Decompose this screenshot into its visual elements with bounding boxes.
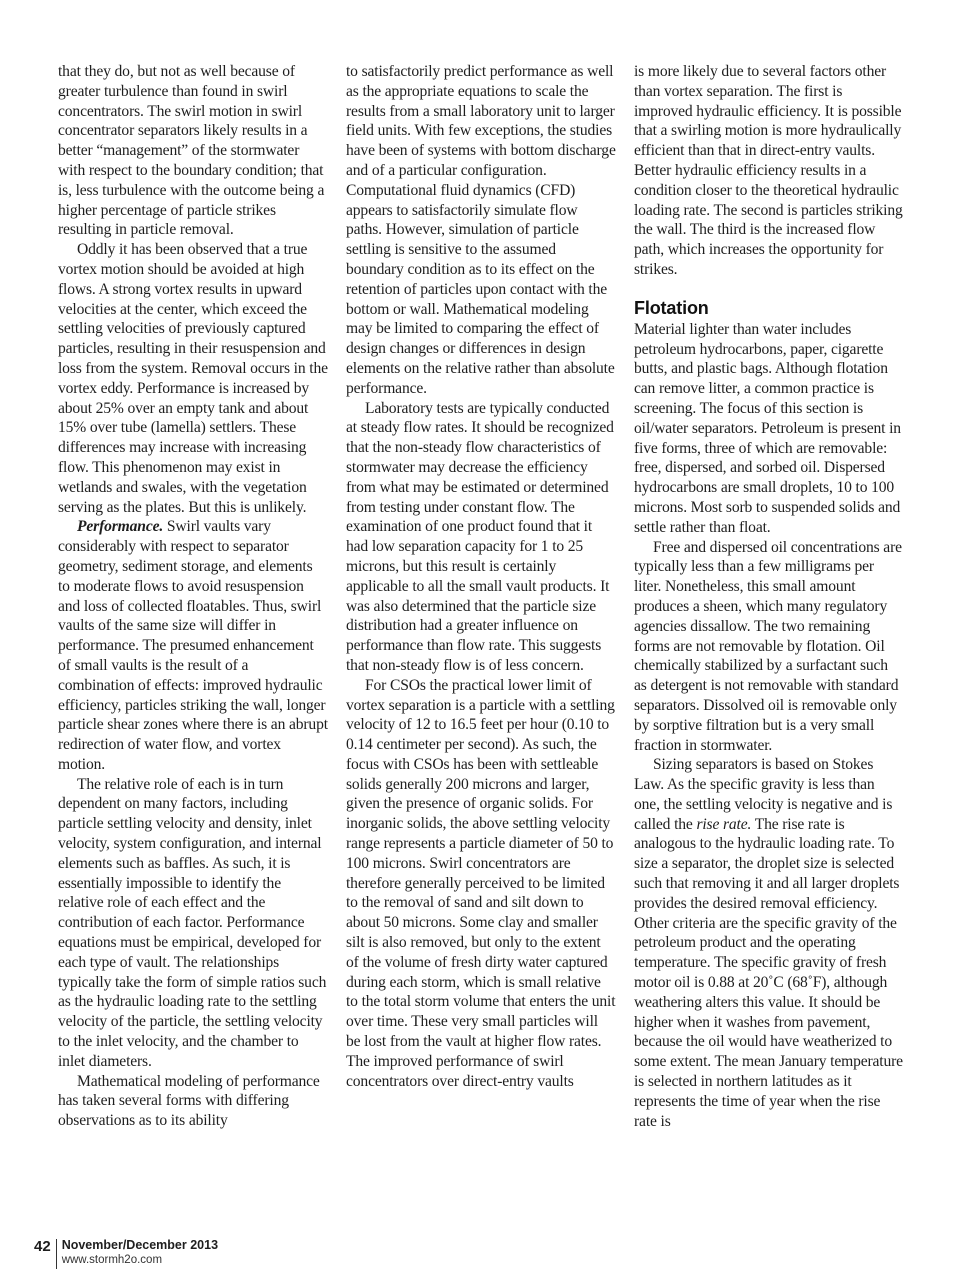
page-number: 42 (34, 1238, 51, 1255)
paragraph-laboratory-tests: Laboratory tests are typically conducted at steady flow rates. It should be recognized that the non-steady flow characteristics of stormwater may decrease the efficiency from what may be estimated or determined from testing under constant flow. The examination of one product found that it had low separation capacity for 1 to 25 microns, but this result is certainly applicable to all the small vault products. It was also determined that the particle size distribution had a greater influence on performance than flow rate. This suggests that non-steady flow is of less concern. (346, 399, 614, 674)
column-right (634, 62, 904, 1131)
issue-date: November/December 2013 (61, 1238, 219, 1252)
column-middle (346, 62, 616, 1091)
term-rise-rate: rise rate. (696, 815, 752, 833)
paragraph-free-dispersed-oil: Free and dispersed oil concentrations are typically less than a few milligrams per liter. Nonetheless, this small amount produces a sheen, which many regulatory agencies dissallow. The two remaining forms are not removable by flotation. Oil chemically stabilized by a surfactant such as detergent is not removable with standard separators. Dissolved oil is removable only by sorptive filtration but is a very small fraction in stormwater. (634, 538, 902, 754)
paragraph-relative-role: The relative role of each is in turn dependent on many factors, including particle settling velocity and density, inlet velocity, system configuration, and internal elements such as baffles. As such, it is essentially impossible to identify the relative role of each effect and the contribution of each factor. Performance equations must be empirical, developed for each type of vault. The relationships typically take the form of simple ratios such as the hydraulic loading rate to the settling velocity of the particle, the settling velocity to the inlet velocity, and the chamber to inlet diameters. (58, 775, 327, 1070)
paragraph-predict-performance: to satisfactorily predict performance as well as the appropriate equations to scale the results from a small laboratory unit to larger field units. With few exceptions, the studies have been of systems with bottom discharge and of a particular configuration. Computational fluid dynamics (CFD) appears to satisfactorily simulate flow paths. However, simulation of particle settling is sensitive to the assumed boundary condition as to its effect on the retention of particles upon contact with the bottom or wall. Mathematical modeling may be limited to comparing the effect of design changes or differences in design elements on the relative rather than absolute performance. (346, 63, 616, 397)
paragraph-material-lighter: Material lighter than water includes petroleum hydrocarbons, paper, cigarette butts, and plastic bags. Although flotation can remove litter, a common practice is screening. The focus of this section is oil/water separators. Petroleum is present in five forms, three of which are removable: free, dispersed, and sorbed oil. Dispersed hydrocarbons are small droplets, 10 to 100 microns. Most sorb to suspended solids and settle rather than float. (634, 320, 901, 536)
column-left (58, 62, 328, 1131)
website-link[interactable]: www.stormh2o.com (61, 1254, 163, 1266)
paragraph-vortex-motion: Oddly it has been observed that a true vortex motion should be avoided at high flows. A strong vortex results in upward velocities at the center, which exceed the settling velocities of previously captured particles, resulting in their resuspension and loss from the system. Removal occurs in the vortex eddy. Performance is increased by about 25% over an empty tank and about 15% over tube (lamella) settlers. These differences may increase with increasing flow. This phenomenon may exist in wetlands and swales, with the vegetation serving as the plates. But this is unlikely. (58, 241, 328, 516)
paragraph-mathematical-modeling: Mathematical modeling of performance has taken several forms with differing observations as to its ability (58, 1072, 320, 1130)
section-heading-flotation: Flotation (634, 297, 709, 318)
paragraph-swirl-management: that they do, but not as well because of greater turbulence than found in swirl concentrators. The swirl motion in swirl concentrator separators likely results in a better “management” of the stormwater with respect to the boundary condition; that is, less turbulence with the outcome being a higher percentage of particle strikes resulting in particle removal. (58, 63, 325, 239)
sizing-text-before: Sizing separators is based on Stokes Law. As the specific gravity is less than one, the settling velocity is negative and is called the (634, 756, 893, 833)
paragraph-sizing-separators (634, 755, 904, 1131)
footer-text (62, 1238, 218, 1267)
performance-text: Swirl vaults vary considerably with respect to separator geometry, sediment storage, and elements to moderate flows to avoid resuspension and loss of collected floatables. Thus, swirl vaults of the same size will differ in performance. The presumed enhancement of small vaults is the result of a combination of effects: improved hydraulic efficiency, particles striking the wall, longer particle shear zones where there is an abrupt redirection of water flow, and vortex motion. (58, 518, 328, 773)
paragraph-other-factors: is more likely due to several factors other than vortex separation. The first is improved hydraulic efficiency. It is possible that a swirling motion is more hydraulically efficient than that in direct-entry vaults. Better hydraulic efficiency results in a condition closer to the theoretical hydraulic loading rate. The second is particles striking the wall. The third is the increased flow path, which increases the opportunity for strikes. (634, 63, 903, 278)
runin-heading-performance: Performance. (77, 518, 164, 536)
paragraph-cso-limit: For CSOs the practical lower limit of vortex separation is a particle with a settling velocity of 12 to 16.5 feet per hour (0.10 to 0.14 centimeter per second). As such, the focus with CSOs has been with settleable solids generally 200 microns and larger, given the presence of organic solids. For inorganic solids, the above settling velocity range represents a particle diameter of 50 to 100 microns. Swirl concentrators are therefore generally perceived to be limited to the removal of sand and silt down to about 50 microns. Some clay and smaller silt is also removed, but only to the extent of the volume of fresh dirty water captured during each storm, which is small relative to the total storm volume that enters the unit over time. These very small particles will be lost from the vault at higher flow rates. The improved performance of swirl concentrators over direct-entry vaults (346, 676, 616, 1090)
footer-divider (56, 1239, 57, 1269)
page-footer (34, 1238, 218, 1269)
paragraph-performance (58, 517, 328, 774)
sizing-text-after: The rise rate is analogous to the hydraulic loading rate. To size a separator, the droplet size is selected such that removing it and all larger droplets provides the desired removal efficiency. Other criteria are the specific gravity of the petroleum product and the operating temperature. The specific gravity of fresh motor oil is 0.88 at 20˚C (68˚F), although weathering alters this value. It should be higher when it washes from pavement, because the oil would have weatherized to some extent. The mean January temperature is selected in northern latitudes as it represents the time of year when the rise rate is (634, 815, 903, 1130)
